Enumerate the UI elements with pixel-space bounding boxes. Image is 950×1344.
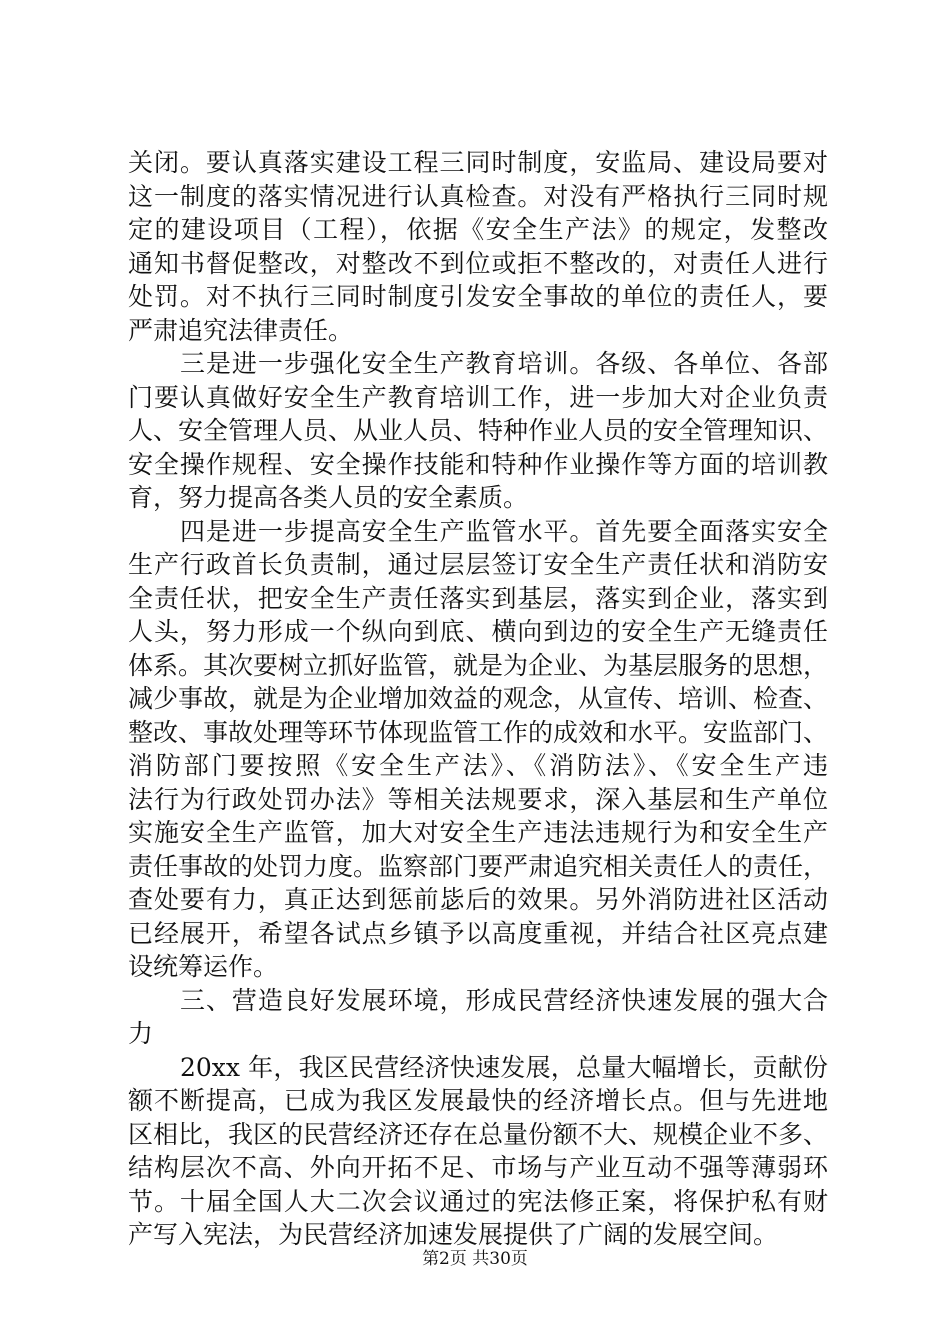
paragraph-start-line: 四是进一步提高安全生产监管水平。首先要全面落实安全 xyxy=(180,516,828,546)
page-number: 第2页 共30页 xyxy=(422,1249,528,1269)
text-line: 安全操作规程、安全操作技能和特种作业操作等方面的培训教 xyxy=(128,449,828,479)
text-line: 全责任状，把安全生产责任落实到基层，落实到企业，落实到 xyxy=(128,583,828,613)
text-line: 定的建设项目（工程），依据《安全生产法》的规定，发整改 xyxy=(128,215,828,244)
text-line: 节。十届全国人大二次会议通过的宪法修正案，将保护私有财 xyxy=(128,1186,828,1216)
text-line: 人头，努力形成一个纵向到底、横向到边的安全生产无缝责任 xyxy=(128,617,828,646)
text-line: 生产行政首长负责制，通过层层签订安全生产责任状和消防安 xyxy=(128,550,828,579)
text-line: 人、安全管理人员、从业人员、特种作业人员的安全管理知识、 xyxy=(128,416,829,445)
section-heading-line: 力 xyxy=(128,1019,154,1048)
paragraph-start-line: 三是进一步强化安全生产教育培训。各级、各单位、各部 xyxy=(180,349,828,378)
text-line: 严肃追究法律责任。 xyxy=(128,315,354,345)
text-line: 设统筹运作。 xyxy=(128,952,279,981)
text-line: 法行为行政处罚办法》等相关法规要求，深入基层和生产单位 xyxy=(128,784,828,814)
text-line: 额不断提高，已成为我区发展最快的经济增长点。但与先进地 xyxy=(128,1086,828,1115)
text-line: 责任事故的处罚力度。监察部门要严肃追究相关责任人的责任， xyxy=(128,851,829,881)
text-line: 区相比，我区的民营经济还存在总量份额不大、规模企业不多、 xyxy=(128,1119,829,1149)
text-line: 整改、事故处理等环节体现监管工作的成效和水平。安监部门、 xyxy=(128,717,829,747)
text-line: 结构层次不高、外向开拓不足、市场与产业互动不强等薄弱环 xyxy=(128,1153,828,1182)
text-line: 产写入宪法，为民营经济加速发展提供了广阔的发展空间。 xyxy=(128,1220,779,1249)
text-line: 减少事故，就是为企业增加效益的观念，从宣传、培训、检查、 xyxy=(128,684,829,713)
document-body xyxy=(128,146,828,1252)
paragraph-start-line: 20xx 年，我区民营经济快速发展，总量大幅增长，贡献份 xyxy=(180,1052,828,1082)
text-line: 门要认真做好安全生产教育培训工作，进一步加大对企业负责 xyxy=(128,382,828,412)
section-heading-line: 三、营造良好发展环境，形成民营经济快速发展的强大合 xyxy=(180,985,828,1015)
text-line: 通知书督促整改，对整改不到位或拒不整改的，对责任人进行 xyxy=(128,248,828,278)
text-line: 查处要有力，真正达到惩前毖后的效果。另外消防进社区活动 xyxy=(128,885,828,914)
text-line: 这一制度的落实情况进行认真检查。对没有严格执行三同时规 xyxy=(128,181,828,211)
text-line: 已经展开，希望各试点乡镇予以高度重视，并结合社区亮点建 xyxy=(128,918,828,948)
text-line: 关闭。要认真落实建设工程三同时制度，安监局、建设局要对 xyxy=(128,148,828,177)
text-line: 育，努力提高各类人员的安全素质。 xyxy=(128,483,529,512)
text-line: 实施安全生产监管，加大对安全生产违法违规行为和安全生产 xyxy=(128,818,828,847)
text-line: 处罚。对不执行三同时制度引发安全事故的单位的责任人，要 xyxy=(128,282,828,311)
text-line: 体系。其次要树立抓好监管，就是为企业、为基层服务的思想， xyxy=(128,650,829,680)
text-line: 消防部门要按照《安全生产法》、《消防法》、《安全生产违 xyxy=(128,751,828,780)
